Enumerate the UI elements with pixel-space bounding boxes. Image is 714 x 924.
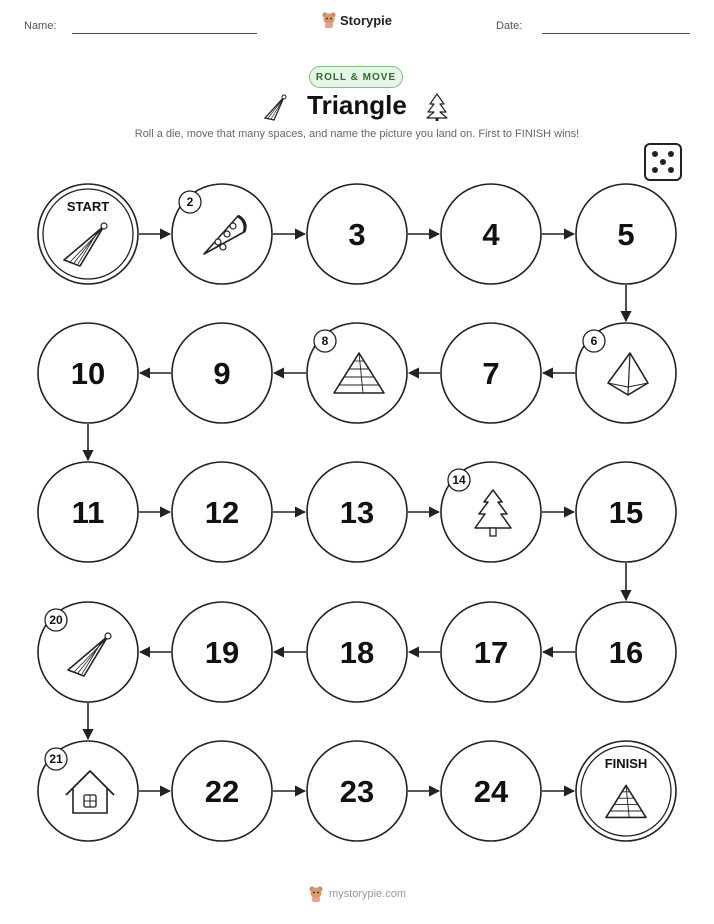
board-spaces: [38, 184, 676, 841]
board-space-17: [441, 602, 541, 702]
space-number: 3: [348, 217, 366, 252]
date-label: Date:: [496, 20, 523, 32]
space-number: 23: [339, 774, 375, 809]
space-number: 10: [70, 356, 106, 391]
space-number-badge: 14: [452, 473, 466, 487]
board-space-10: [38, 323, 138, 423]
space-number-badge: 20: [49, 613, 63, 627]
space-number: 12: [204, 495, 240, 530]
board-space-2: [172, 184, 272, 284]
board-space-9: [172, 323, 272, 423]
board-space-7: [441, 323, 541, 423]
board-space-8: [307, 323, 407, 423]
finish-label: FINISH: [604, 756, 648, 771]
board-space-5: [576, 184, 676, 284]
instructions-text: Roll a die, move that many spaces, and name the picture you land on. First to FINISH wins!: [134, 128, 580, 140]
board-space-1: [38, 184, 138, 284]
board-space-22: [172, 741, 272, 841]
space-number: 5: [617, 217, 635, 252]
board-space-6: [576, 323, 676, 423]
space-number: 15: [608, 495, 644, 530]
space-number: 7: [482, 356, 500, 391]
board-space-23: [307, 741, 407, 841]
space-number-badge: 6: [590, 334, 598, 348]
space-number: 18: [339, 635, 375, 670]
board-space-12: [172, 462, 272, 562]
board-space-25: [576, 741, 676, 841]
bear-mascot-icon: [308, 886, 324, 902]
brand-name: Storypie: [340, 12, 393, 28]
board-space-24: [441, 741, 541, 841]
board-space-11: [38, 462, 138, 562]
board-space-18: [307, 602, 407, 702]
activity-badge: ROLL & MOVE: [309, 66, 403, 88]
board-space-20: [38, 602, 138, 702]
board-space-19: [172, 602, 272, 702]
space-number: 13: [339, 495, 375, 530]
board-space-15: [576, 462, 676, 562]
board-space-13: [307, 462, 407, 562]
page-title: Triangle: [307, 90, 407, 120]
board-space-4: [441, 184, 541, 284]
space-number: 17: [473, 635, 509, 670]
space-number-badge: 21: [49, 752, 63, 766]
space-number: 22: [204, 774, 240, 809]
space-number: 9: [213, 356, 231, 391]
space-number-badge: 8: [321, 334, 329, 348]
space-number: 11: [71, 495, 105, 530]
footer-url: mystorypie.com: [329, 888, 407, 900]
board-space-14: [441, 462, 541, 562]
footer: [308, 886, 406, 902]
board-space-21: [38, 741, 138, 841]
space-number: 4: [482, 217, 500, 252]
space-number: 24: [473, 774, 509, 809]
board-space-16: [576, 602, 676, 702]
space-number-badge: 2: [186, 195, 194, 209]
space-number: 19: [204, 635, 240, 670]
board-space-3: [307, 184, 407, 284]
start-label: START: [66, 199, 110, 214]
space-number: 16: [608, 635, 644, 670]
name-label: Name:: [24, 20, 57, 32]
